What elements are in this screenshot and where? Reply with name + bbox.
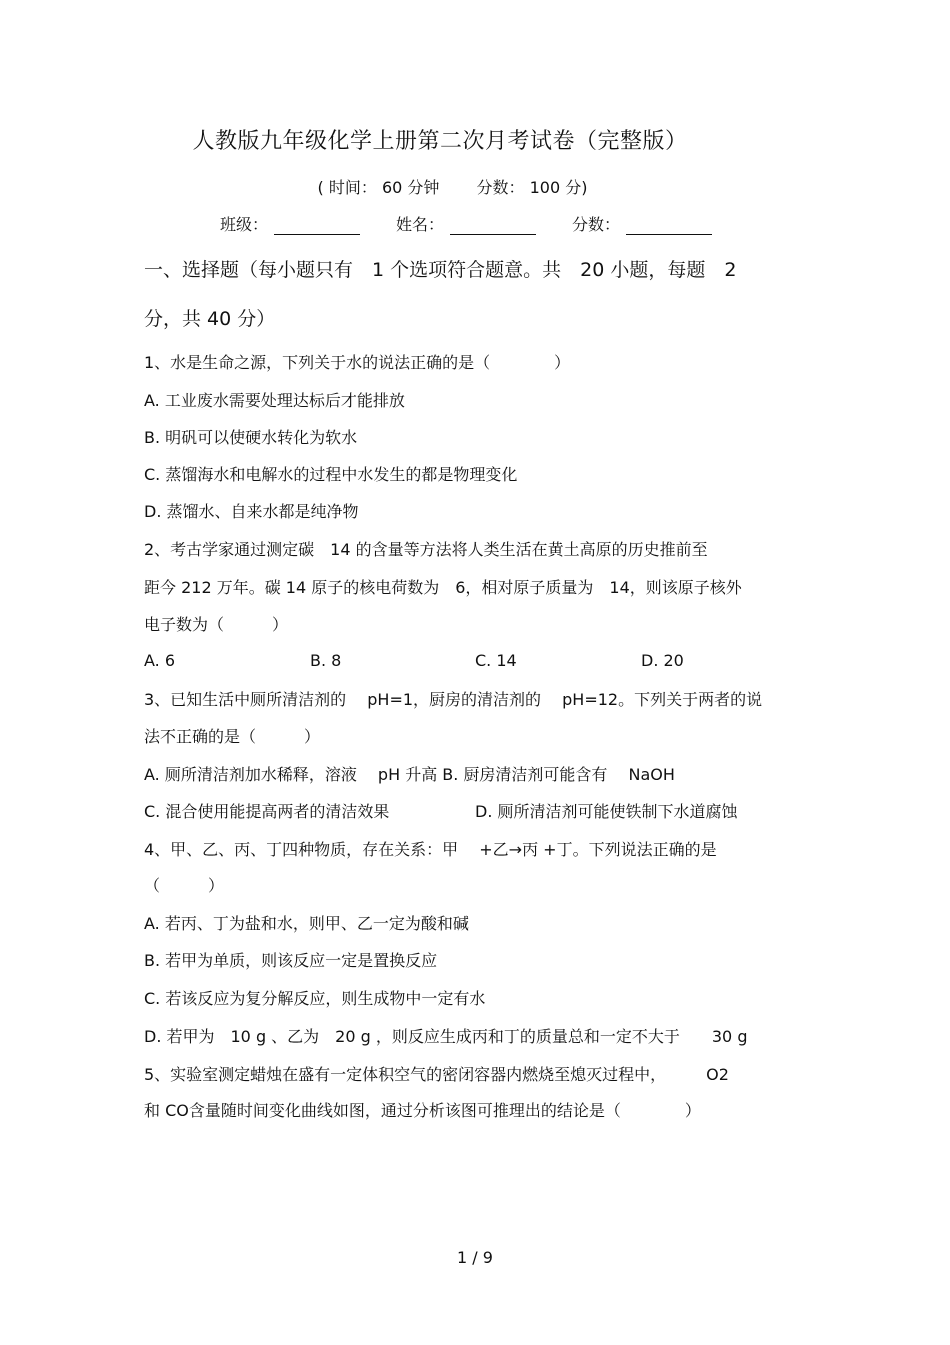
page-title: 人教版九年级化学上册第二次月考试卷（完整版）	[192, 129, 688, 154]
q3-option-c: C. 混合使用能提高两者的清洁效果	[144, 802, 390, 821]
q1-option-b: B. 明矾可以使硬水转化为软水	[144, 428, 358, 447]
q4-option-d: D. 若甲为 10 g 、乙为 20 g ，则反应生成丙和丁的质量总和一定不大于 30 g	[144, 1027, 748, 1046]
class-label: 班级：	[220, 215, 269, 234]
q1-stem: 1、水是生命之源，下列关于水的说法正确的是（ ）	[144, 353, 571, 372]
score-field[interactable]	[572, 212, 712, 235]
q3-stem-line2: 法不正确的是（ ）	[144, 727, 321, 746]
q4-option-b: B. 若甲为单质，则该反应一定是置换反应	[144, 951, 438, 970]
time-label: ( 时间： 60 分钟	[317, 178, 440, 197]
q4-stem-line1: 4、甲、乙、丙、丁四种物质，存在关系：甲 +乙→丙 +丁。下列说法正确的是	[144, 840, 717, 859]
q1-option-a: A. 工业废水需要处理达标后才能排放	[144, 391, 405, 410]
q1-option-c: C. 蒸馏海水和电解水的过程中水发生的都是物理变化	[144, 465, 518, 484]
name-blank[interactable]	[450, 216, 536, 235]
q4-option-c: C. 若该反应为复分解反应，则生成物中一定有水	[144, 989, 486, 1008]
page-number: 1 / 9	[457, 1248, 493, 1267]
q3-stem-line1: 3、已知生活中厕所清洁剂的 pH=1，厨房的清洁剂的 pH=12。下列关于两者的说	[144, 690, 763, 709]
q2-option-b: B. 8	[310, 651, 342, 670]
class-field[interactable]	[220, 212, 360, 235]
q5-stem-line2: 和 CO含量随时间变化曲线如图，通过分析该图可推理出的结论是（ ）	[144, 1101, 701, 1120]
student-info-row	[220, 212, 748, 235]
q4-stem-line2: （ ）	[144, 876, 225, 895]
q2-stem-line3: 电子数为（ ）	[144, 615, 289, 634]
q2-option-d: D. 20	[641, 651, 684, 670]
score-field-label: 分数：	[572, 215, 621, 234]
q3-option-ab: A. 厕所清洁剂加水稀释，溶液 pH 升高 B. 厨房清洁剂可能含有 NaOH	[144, 765, 675, 784]
section-heading-line2: 分，共 40 分）	[144, 308, 276, 330]
q4-option-a: A. 若丙、丁为盐和水，则甲、乙一定为酸和碱	[144, 914, 469, 933]
q1-option-d: D. 蒸馏水、自来水都是纯净物	[144, 502, 359, 521]
q2-stem-line1: 2、考古学家通过测定碳 14 的含量等方法将人类生活在黄土高原的历史推前至	[144, 540, 708, 559]
q2-option-c: C. 14	[475, 651, 517, 670]
q3-option-d: D. 厕所清洁剂可能使铁制下水道腐蚀	[475, 802, 738, 821]
q2-option-a: A. 6	[144, 651, 176, 670]
score-label: 分数： 100 分)	[476, 178, 588, 197]
class-blank[interactable]	[274, 216, 360, 235]
section-heading-line1: 一、选择题（每小题只有 1 个选项符合题意。共 20 小题，每题 2	[144, 259, 737, 281]
q5-stem-line1: 5、实验室测定蜡烛在盛有一定体积空气的密闭容器内燃烧至熄灭过程中， O2	[144, 1065, 729, 1084]
name-label: 姓名：	[396, 215, 445, 234]
score-blank[interactable]	[626, 216, 712, 235]
exam-meta	[0, 175, 905, 198]
q2-stem-line2: 距今 212 万年。碳 14 原子的核电荷数为 6，相对原子质量为 14，则该原子核外	[144, 578, 742, 597]
name-field[interactable]	[396, 212, 536, 235]
